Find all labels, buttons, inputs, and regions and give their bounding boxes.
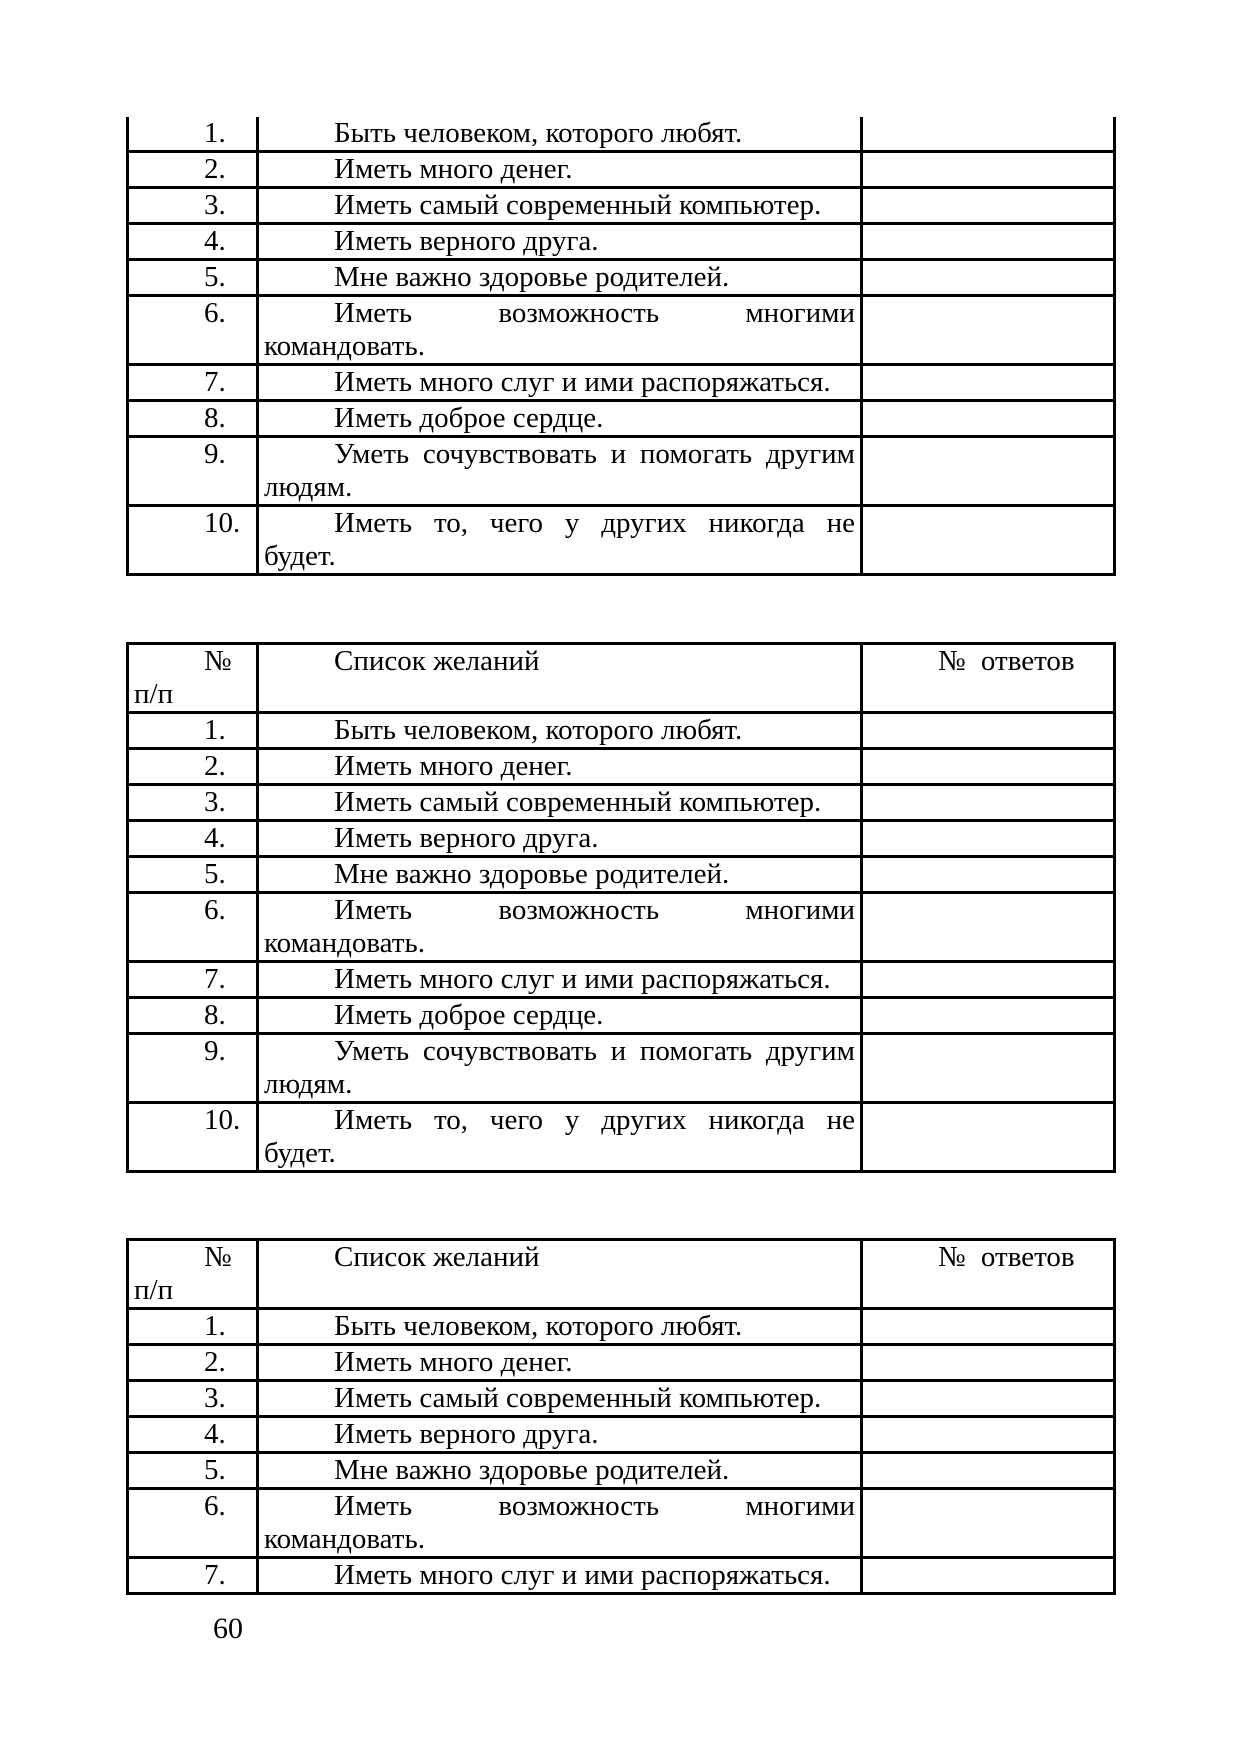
answer-cell bbox=[862, 224, 1115, 260]
text-line: Быть человеком, которого любят. bbox=[334, 714, 743, 746]
header-wishlist-cell bbox=[258, 1240, 862, 1309]
answer-cell bbox=[862, 857, 1115, 893]
answer-cell bbox=[862, 1309, 1115, 1345]
page-number: 60 bbox=[213, 1612, 243, 1645]
row-number-cell bbox=[128, 224, 258, 260]
row-number-cell bbox=[128, 260, 258, 296]
table-row bbox=[128, 998, 1115, 1034]
answer-cell bbox=[862, 401, 1115, 437]
text-line: Иметь возможность многими bbox=[334, 297, 855, 329]
wish-text-cell bbox=[258, 785, 862, 821]
text-line: командовать. bbox=[264, 1523, 425, 1555]
text-line: командовать. bbox=[264, 927, 425, 959]
table-row bbox=[128, 152, 1115, 188]
table-row bbox=[128, 401, 1115, 437]
table-row bbox=[128, 1034, 1115, 1103]
row-number-cell bbox=[128, 506, 258, 575]
text-line: 2. bbox=[204, 750, 226, 782]
row-number-cell bbox=[128, 188, 258, 224]
wish-text-cell bbox=[258, 188, 862, 224]
wish-text-cell bbox=[258, 260, 862, 296]
answer-cell bbox=[862, 1034, 1115, 1103]
table-row bbox=[128, 1381, 1115, 1417]
wish-text-cell bbox=[258, 821, 862, 857]
text-line: Иметь много слуг и ими распоряжаться. bbox=[334, 963, 831, 995]
answer-cell bbox=[862, 1381, 1115, 1417]
answer-cell bbox=[862, 821, 1115, 857]
wish-table-3 bbox=[126, 1238, 1116, 1595]
row-number-cell bbox=[128, 1489, 258, 1558]
text-line: Иметь возможность многими bbox=[334, 1490, 855, 1522]
answer-cell bbox=[862, 998, 1115, 1034]
text-line: 5. bbox=[204, 1454, 226, 1486]
table-row bbox=[128, 260, 1115, 296]
text-line: 10. bbox=[204, 1104, 241, 1136]
text-line: 6. bbox=[204, 1490, 226, 1522]
answer-cell bbox=[862, 117, 1115, 152]
wish-text-cell bbox=[258, 117, 862, 152]
wish-text-cell bbox=[258, 1381, 862, 1417]
wish-text-cell bbox=[258, 224, 862, 260]
text-line: будет. bbox=[264, 1137, 336, 1169]
text-line: Иметь много денег. bbox=[334, 1346, 573, 1378]
row-number-cell bbox=[128, 893, 258, 962]
row-number-cell bbox=[128, 998, 258, 1034]
wish-text-cell bbox=[258, 296, 862, 365]
text-line: Иметь много слуг и ими распоряжаться. bbox=[334, 1559, 831, 1591]
text-line: 7. bbox=[204, 366, 226, 398]
text-line: Уметь сочувствовать и помогать другим bbox=[334, 438, 855, 470]
header-row bbox=[128, 644, 1115, 713]
text-line: № bbox=[204, 645, 232, 677]
text-line: будет. bbox=[264, 540, 336, 572]
answer-cell bbox=[862, 893, 1115, 962]
text-line: Иметь много слуг и ими распоряжаться. bbox=[334, 366, 831, 398]
row-number-cell bbox=[128, 437, 258, 506]
text-line: 1. bbox=[204, 714, 226, 746]
text-line: Мне важно здоровье родителей. bbox=[334, 858, 730, 890]
text-line: п/п bbox=[134, 678, 174, 710]
table-row bbox=[128, 1558, 1115, 1594]
text-line: Иметь много денег. bbox=[334, 153, 573, 185]
wish-text-cell bbox=[258, 1103, 862, 1172]
answer-cell bbox=[862, 1417, 1115, 1453]
text-line: 7. bbox=[204, 963, 226, 995]
text-line: Иметь верного друга. bbox=[334, 822, 599, 854]
wish-text-cell bbox=[258, 152, 862, 188]
wish-text-cell bbox=[258, 1034, 862, 1103]
row-number-cell bbox=[128, 1453, 258, 1489]
wish-text-cell bbox=[258, 1558, 862, 1594]
answer-cell bbox=[862, 1453, 1115, 1489]
text-line: людям. bbox=[264, 1068, 353, 1100]
wish-text-cell bbox=[258, 749, 862, 785]
wish-text-cell bbox=[258, 1489, 862, 1558]
wish-text-cell bbox=[258, 1309, 862, 1345]
answer-cell bbox=[862, 437, 1115, 506]
table-row bbox=[128, 1417, 1115, 1453]
text-line: 3. bbox=[204, 786, 226, 818]
table-row bbox=[128, 1345, 1115, 1381]
row-number-cell bbox=[128, 1309, 258, 1345]
wish-table-1 bbox=[126, 117, 1116, 576]
table-row bbox=[128, 506, 1115, 575]
text-line: Уметь сочувствовать и помогать другим bbox=[334, 1035, 855, 1067]
text-line: 2. bbox=[204, 1346, 226, 1378]
text-line: Быть человеком, которого любят. bbox=[334, 1310, 743, 1342]
text-line: 8. bbox=[204, 999, 226, 1031]
table-row bbox=[128, 962, 1115, 998]
text-line: 7. bbox=[204, 1559, 226, 1591]
text-line: п/п bbox=[134, 1274, 174, 1306]
row-number-cell bbox=[128, 1417, 258, 1453]
wish-text-cell bbox=[258, 1417, 862, 1453]
text-line: Список желаний bbox=[334, 1241, 540, 1273]
text-line: Иметь верного друга. bbox=[334, 1418, 599, 1450]
row-number-cell bbox=[128, 962, 258, 998]
answer-cell bbox=[862, 962, 1115, 998]
wish-text-cell bbox=[258, 506, 862, 575]
text-line: 3. bbox=[204, 189, 226, 221]
wish-text-cell bbox=[258, 713, 862, 749]
text-line: № ответов bbox=[938, 645, 1075, 677]
text-line: Иметь много денег. bbox=[334, 750, 573, 782]
header-wishlist-cell bbox=[258, 644, 862, 713]
row-number-cell bbox=[128, 713, 258, 749]
row-number-cell bbox=[128, 821, 258, 857]
text-line: 1. bbox=[204, 1310, 226, 1342]
text-line: № ответов bbox=[938, 1241, 1075, 1273]
row-number-cell bbox=[128, 296, 258, 365]
text-line: 9. bbox=[204, 438, 226, 470]
table-row bbox=[128, 821, 1115, 857]
answer-cell bbox=[862, 152, 1115, 188]
row-number-cell bbox=[128, 857, 258, 893]
text-line: 4. bbox=[204, 225, 226, 257]
text-line: 6. bbox=[204, 297, 226, 329]
text-line: 10. bbox=[204, 507, 241, 539]
answer-cell bbox=[862, 713, 1115, 749]
answer-cell bbox=[862, 296, 1115, 365]
text-line: Иметь доброе сердце. bbox=[334, 999, 604, 1031]
answer-cell bbox=[862, 785, 1115, 821]
wish-text-cell bbox=[258, 1453, 862, 1489]
table-row bbox=[128, 1103, 1115, 1172]
table-row bbox=[128, 893, 1115, 962]
text-line: Иметь самый современный компьютер. bbox=[334, 1382, 822, 1414]
text-line: 2. bbox=[204, 153, 226, 185]
text-line: Иметь самый современный компьютер. bbox=[334, 786, 822, 818]
text-line: 1. bbox=[204, 117, 226, 149]
header-answers-cell bbox=[862, 644, 1115, 713]
row-number-cell bbox=[128, 1558, 258, 1594]
table-row bbox=[128, 1489, 1115, 1558]
text-line: Иметь верного друга. bbox=[334, 225, 599, 257]
wish-text-cell bbox=[258, 998, 862, 1034]
wish-text-cell bbox=[258, 1345, 862, 1381]
text-line: Мне важно здоровье родителей. bbox=[334, 1454, 730, 1486]
table-row bbox=[128, 365, 1115, 401]
text-line: 4. bbox=[204, 822, 226, 854]
wish-text-cell bbox=[258, 401, 862, 437]
answer-cell bbox=[862, 506, 1115, 575]
row-number-cell bbox=[128, 365, 258, 401]
header-row bbox=[128, 1240, 1115, 1309]
text-line: 5. bbox=[204, 858, 226, 890]
table-row bbox=[128, 713, 1115, 749]
wish-text-cell bbox=[258, 962, 862, 998]
row-number-cell bbox=[128, 152, 258, 188]
row-number-cell bbox=[128, 1345, 258, 1381]
wish-text-cell bbox=[258, 365, 862, 401]
table-row bbox=[128, 117, 1115, 152]
answer-cell bbox=[862, 1103, 1115, 1172]
text-line: 9. bbox=[204, 1035, 226, 1067]
wish-table-2 bbox=[126, 642, 1116, 1173]
text-line: № bbox=[204, 1241, 232, 1273]
row-number-cell bbox=[128, 401, 258, 437]
text-line: людям. bbox=[264, 471, 353, 503]
text-line: Иметь то, чего у других никогда не bbox=[334, 507, 855, 539]
text-line: 5. bbox=[204, 261, 226, 293]
answer-cell bbox=[862, 1345, 1115, 1381]
text-line: командовать. bbox=[264, 330, 425, 362]
table-row bbox=[128, 437, 1115, 506]
row-number-cell bbox=[128, 117, 258, 152]
text-line: Быть человеком, которого любят. bbox=[334, 117, 743, 149]
answer-cell bbox=[862, 749, 1115, 785]
answer-cell bbox=[862, 1489, 1115, 1558]
table-row bbox=[128, 296, 1115, 365]
text-line: Мне важно здоровье родителей. bbox=[334, 261, 730, 293]
row-number-cell bbox=[128, 1103, 258, 1172]
header-number-cell bbox=[128, 644, 258, 713]
header-answers-cell bbox=[862, 1240, 1115, 1309]
wish-text-cell bbox=[258, 893, 862, 962]
table-row bbox=[128, 1453, 1115, 1489]
text-line: 6. bbox=[204, 894, 226, 926]
table-row bbox=[128, 1309, 1115, 1345]
wish-text-cell bbox=[258, 437, 862, 506]
row-number-cell bbox=[128, 749, 258, 785]
text-line: Иметь самый современный компьютер. bbox=[334, 189, 822, 221]
answer-cell bbox=[862, 260, 1115, 296]
text-line: Иметь то, чего у других никогда не bbox=[334, 1104, 855, 1136]
row-number-cell bbox=[128, 785, 258, 821]
text-line: Иметь доброе сердце. bbox=[334, 402, 604, 434]
text-line: 3. bbox=[204, 1382, 226, 1414]
table-row bbox=[128, 857, 1115, 893]
text-line: Список желаний bbox=[334, 645, 540, 677]
answer-cell bbox=[862, 1558, 1115, 1594]
table-row bbox=[128, 188, 1115, 224]
wish-text-cell bbox=[258, 857, 862, 893]
answer-cell bbox=[862, 365, 1115, 401]
text-line: 4. bbox=[204, 1418, 226, 1450]
table-row bbox=[128, 224, 1115, 260]
table-row bbox=[128, 785, 1115, 821]
row-number-cell bbox=[128, 1034, 258, 1103]
header-number-cell bbox=[128, 1240, 258, 1309]
row-number-cell bbox=[128, 1381, 258, 1417]
answer-cell bbox=[862, 188, 1115, 224]
table-row bbox=[128, 749, 1115, 785]
text-line: Иметь возможность многими bbox=[334, 894, 855, 926]
text-line: 8. bbox=[204, 402, 226, 434]
